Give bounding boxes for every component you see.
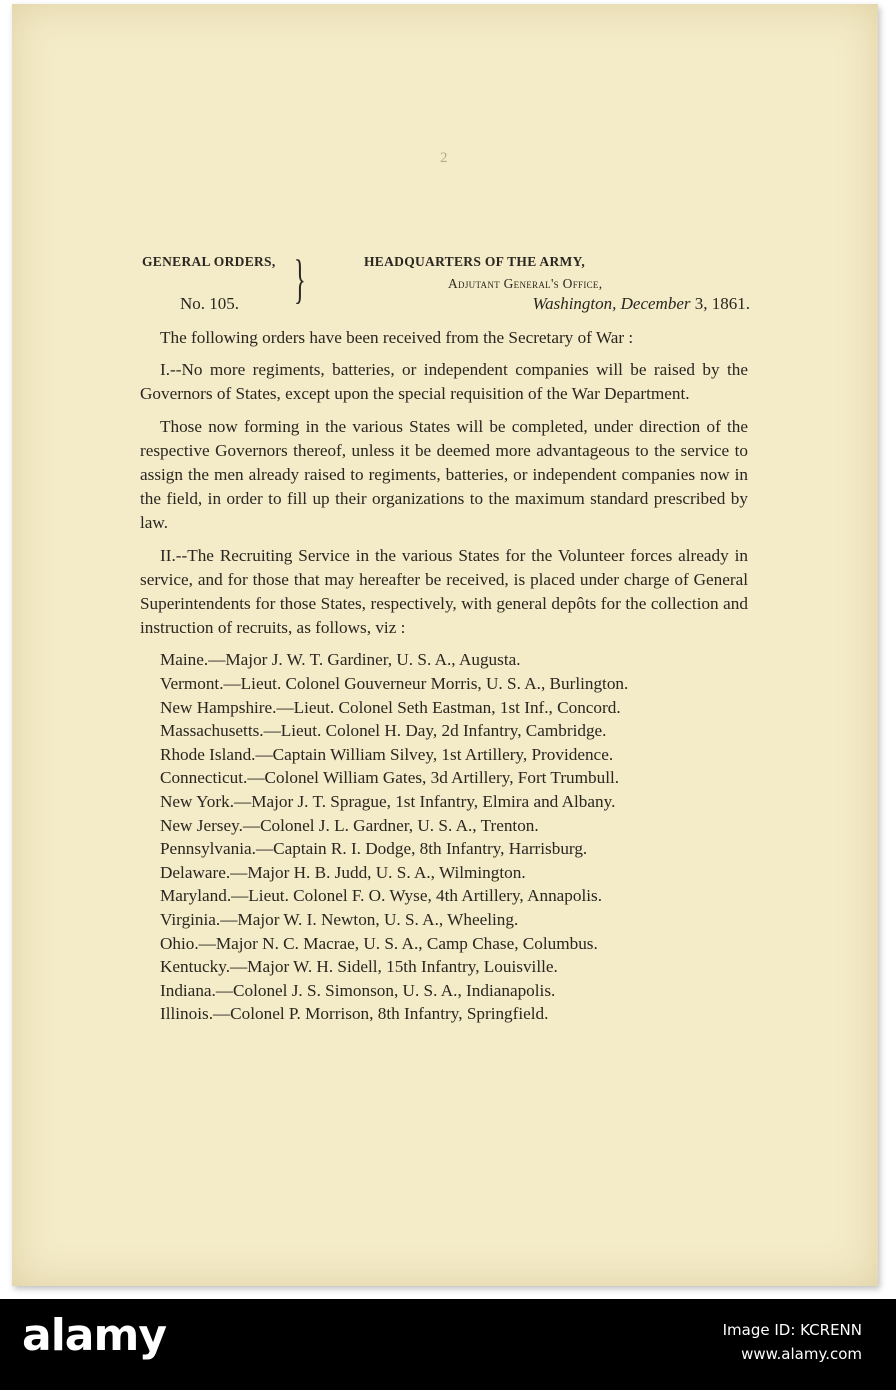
list-item: Delaware.—Major H. B. Judd, U. S. A., Wilmington. — [160, 862, 526, 882]
order-header — [142, 249, 752, 320]
list-item: Maine.—Major J. W. T. Gardiner, U. S. A., Augusta. — [160, 650, 521, 670]
list-item: Vermont.—Lieut. Colonel Gouverneur Morris, U. S. A., Burlington. — [160, 674, 629, 694]
order-body — [140, 326, 748, 1026]
section-one-continued: Those now forming in the various States will be completed, under direction of the respective Governors thereof, unless it be deemed more advantageous to the service to assign the men already raised to regiments, batteries, or independent companies now in the field, in order to fill up their organizations to the maximum standard prescribed by law. — [140, 416, 748, 533]
intro-paragraph: The following orders have been received from the Secretary of War : — [160, 328, 634, 347]
alamy-logo: alamy — [22, 1310, 166, 1361]
list-item: Kentucky.—Major W. H. Sidell, 15th Infantry, Louisville. — [160, 957, 558, 977]
list-item: New Hampshire.—Lieut. Colonel Seth Eastman, 1st Inf., Concord. — [160, 697, 621, 717]
place-and-date — [532, 294, 750, 314]
superintendent-list — [140, 648, 748, 1026]
site-url: www.alamy.com — [741, 1345, 862, 1363]
page-number: 2 — [440, 150, 448, 166]
list-item: Ohio.—Major N. C. Macrae, U. S. A., Camp Chase, Columbus. — [160, 933, 598, 953]
list-item: Rhode Island.—Captain William Silvey, 1st Artillery, Providence. — [160, 744, 614, 764]
list-item: Pennsylvania.—Captain R. I. Dodge, 8th Infantry, Harrisburg. — [160, 839, 588, 859]
order-number: No. 105. — [180, 294, 240, 313]
section-one: I.--No more regiments, batteries, or independent companies will be raised by the Governors of States, except upon the special requisition of the War Department. — [140, 360, 748, 404]
list-item: Massachusetts.—Lieut. Colonel H. Day, 2d Infantry, Cambridge. — [160, 721, 607, 741]
list-item: New York.—Major J. T. Sprague, 1st Infantry, Elmira and Albany. — [160, 792, 616, 811]
document-page — [12, 4, 878, 1286]
general-orders-label: GENERAL ORDERS, — [142, 254, 276, 269]
list-item: New Jersey.—Colonel J. L. Gardner, U. S. A., Trenton. — [160, 815, 539, 835]
headquarters-title: HEADQUARTERS OF THE ARMY, — [364, 254, 586, 269]
brace-glyph: } — [294, 249, 306, 309]
list-item: Indiana.—Colonel J. S. Simonson, U. S. A., Indianapolis. — [160, 980, 556, 1000]
list-item: Illinois.—Colonel P. Morrison, 8th Infantry, Springfield. — [160, 1004, 549, 1024]
place-label: Washington, December — [532, 294, 691, 313]
image-id-block — [723, 1318, 862, 1366]
date-label: 3, 1861. — [690, 294, 750, 313]
section-two: II.--The Recruiting Service in the various States for the Volunteer forces already in service, and for those that may hereafter be received, is placed under charge of General Superintendents for those States, respectively, with general depôts for the collection and instruction of recruits, as follows, viz : — [140, 545, 748, 638]
list-item: Virginia.—Major W. I. Newton, U. S. A., Wheeling. — [160, 909, 519, 929]
image-id: Image ID: KCRENN — [722, 1321, 862, 1339]
adjutant-office: Adjutant General's Office, — [448, 276, 603, 291]
list-item: Maryland.—Lieut. Colonel F. O. Wyse, 4th Artillery, Annapolis. — [160, 886, 603, 906]
list-item: Connecticut.—Colonel William Gates, 3d Artillery, Fort Trumbull. — [160, 768, 620, 788]
